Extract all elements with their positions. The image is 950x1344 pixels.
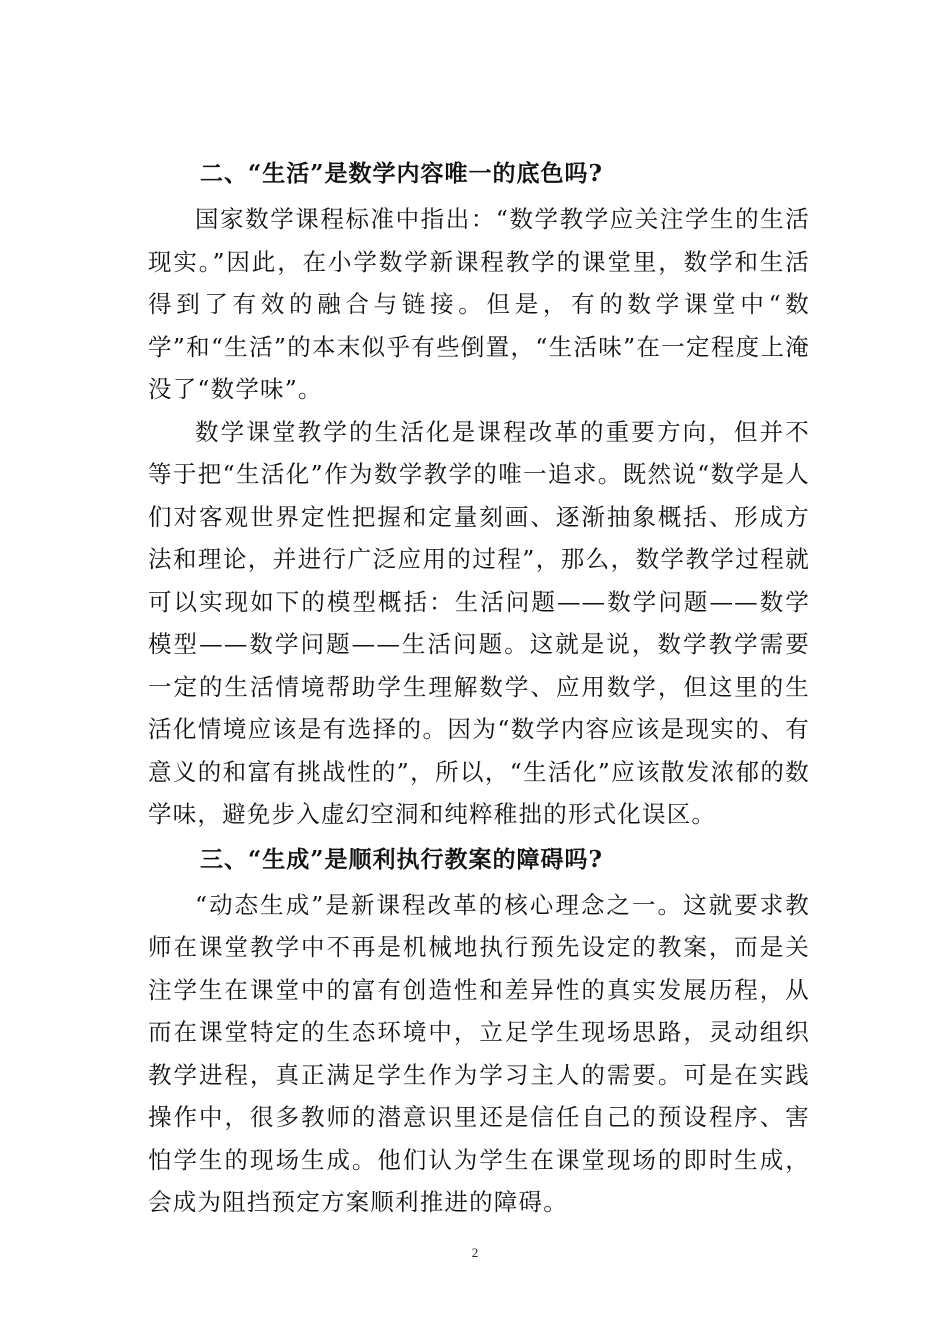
paragraph-dynamic-generation: “动态生成”是新课程改革的核心理念之一。这就要求教师在课堂教学中不再是机械地执行预先设定的教案，而是关注学生在课堂中的富有创造性和差异性的真实发展历程，从而在课堂特定的生态环境中，立足学生现场思路，灵动组织教学进程，真正满足学生作为学习主人的需要。可是在实践操作中，很多教师的潜意识里还是信任自己的预设程序、害怕学生的现场生成。他们认为学生在课堂现场的即时生成，会成为阻挡预定方案顺利推进的障碍。 — [148, 890, 810, 1216]
page-content — [148, 150, 810, 1224]
page-number: 2 — [471, 1245, 479, 1260]
paragraph-life-oriented-teaching: 数学课堂教学的生活化是课程改革的重要方向，但并不等于把“生活化”作为数学教学的唯一追求。既然说“数学是人们对客观世界定性把握和定量刻画、逐渐抽象概括、形成方法和理论，并进行广泛应用的过程”，那么，数学教学过程就可以实现如下的模型概括：生活问题——数学问题——数学模型——数学问题——生活问题。这就是说，数学教学需要一定的生活情境帮助学生理解数学、应用数学，但这里的生活化情境应该是有选择的。因为“数学内容应该是现实的、有意义的和富有挑战性的”，所以，“生活化”应该散发浓郁的数学味，避免步入虚幻空洞和纯粹稚拙的形式化误区。 — [148, 417, 810, 828]
section-heading-generation: 三、“生成”是顺利执行教案的障碍吗? — [200, 845, 603, 873]
section-heading-life: 二、“生活”是数学内容唯一的底色吗? — [200, 160, 603, 187]
paragraph-curriculum-standard: 国家数学课程标准中指出：“数学教学应关注学生的生活现实。”因此，在小学数学新课程教学的课堂里，数学和生活得到了有效的融合与链接。但是，有的数学课堂中“数学”和“生活”的本末似乎有些倒置，“生活味”在一定程度上淹没了“数学味”。 — [148, 205, 810, 403]
